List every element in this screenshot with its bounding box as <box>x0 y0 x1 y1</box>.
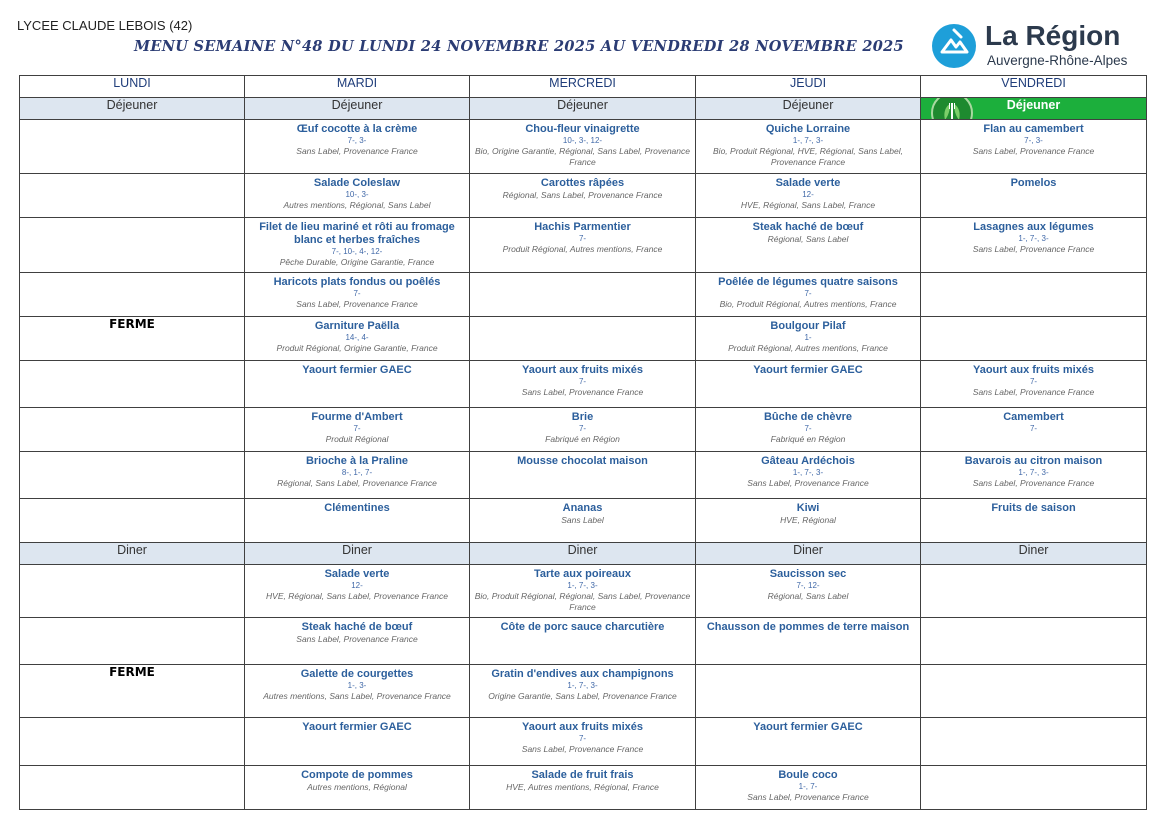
dish-name: Boule coco <box>778 769 838 781</box>
dejeuner-cell-mardi <box>245 174 470 218</box>
diner-cell-mardi <box>245 766 470 810</box>
meal-label: Déjeuner <box>331 98 383 112</box>
dejeuner-label-mercredi <box>470 98 696 120</box>
meal-label: Diner <box>117 543 147 557</box>
dish-name: Ananas <box>562 502 603 514</box>
allergen-codes: 7-, 3- <box>347 136 367 145</box>
quality-labels: Bio, Produit Régional, Régional, Sans Label, Provenance France <box>474 591 691 612</box>
dejeuner-cell-jeudi <box>696 120 921 174</box>
region-logo-mark <box>932 24 976 68</box>
quality-labels: Sans Label, Provenance France <box>747 478 869 488</box>
diner-cell-mardi <box>245 718 470 766</box>
dejeuner-cell-mardi <box>245 499 470 543</box>
dish-name: Kiwi <box>796 502 820 514</box>
allergen-codes: 7-, 10-, 4-, 12- <box>331 247 383 256</box>
dish-name: Yaourt fermier GAEC <box>753 721 863 733</box>
diner-cell-jeudi <box>696 665 921 718</box>
dejeuner-cell-mercredi <box>470 452 696 499</box>
dish-name: Steak haché de bœuf <box>752 221 864 233</box>
diner-label-lundi <box>20 543 245 565</box>
dejeuner-cell-jeudi <box>696 499 921 543</box>
meal-label: Déjeuner <box>1006 98 1061 112</box>
diner-cell-jeudi <box>696 618 921 665</box>
dejeuner-cell-mercredi <box>470 499 696 543</box>
meal-label: Diner <box>567 543 598 557</box>
allergen-codes: 7-, 12- <box>796 581 820 590</box>
diner-cell-vendredi <box>921 565 1147 618</box>
quality-labels: Produit Régional, Autres mentions, France <box>728 343 888 353</box>
dejeuner-cell-jeudi <box>696 174 921 218</box>
allergen-codes: 1-, 7-, 3- <box>792 468 824 477</box>
region-logo-subtitle: Auvergne-Rhône-Alpes <box>987 53 1128 68</box>
dejeuner-cell-lundi <box>20 361 245 408</box>
dish-name: Gratin d'endives aux champignons <box>491 668 674 680</box>
dejeuner-cell-vendredi <box>921 452 1147 499</box>
allergen-codes: 1-, 3- <box>347 681 367 690</box>
dish-name: Yaourt aux fruits mixés <box>521 721 644 733</box>
dejeuner-cell-jeudi <box>696 452 921 499</box>
dejeuner-cell-jeudi <box>696 408 921 452</box>
quality-labels: Régional, Sans Label, Provenance France <box>277 478 437 488</box>
dish-name: Yaourt fermier GAEC <box>302 364 412 376</box>
diner-cell-mardi <box>245 565 470 618</box>
dish-name: Carottes râpées <box>540 177 625 189</box>
dish-name: Compote de pommes <box>301 769 413 781</box>
dish-name: Flan au camembert <box>983 123 1084 135</box>
dish-name: Chausson de pommes de terre maison <box>706 621 910 633</box>
dejeuner-cell-jeudi <box>696 273 921 317</box>
diner-cell-mercredi <box>470 618 696 665</box>
allergen-codes: 7- <box>1029 377 1038 386</box>
school-name: LYCEE CLAUDE LEBOIS (42) <box>17 18 193 33</box>
meal-label: Déjeuner <box>782 98 834 112</box>
dish-name: Clémentines <box>324 502 390 514</box>
diner-cell-lundi <box>20 665 245 718</box>
diner-cell-mercredi <box>470 766 696 810</box>
diner-cell-lundi <box>20 766 245 810</box>
quality-labels: Sans Label, Provenance France <box>296 299 418 309</box>
allergen-codes: 10-, 3- <box>345 190 369 199</box>
dish-name: Salade verte <box>775 177 841 189</box>
dish-name: Yaourt fermier GAEC <box>302 721 412 733</box>
quality-labels: Sans Label <box>561 515 604 525</box>
dish-name: Boulgour Pilaf <box>770 320 846 332</box>
meal-label: Diner <box>342 543 372 557</box>
allergen-codes: 7- <box>578 424 587 433</box>
dejeuner-cell-vendredi <box>921 317 1147 361</box>
dejeuner-cell-vendredi <box>921 499 1147 543</box>
allergen-codes: 7-, 3- <box>1024 136 1043 145</box>
diner-cell-lundi <box>20 618 245 665</box>
diner-cell-vendredi <box>921 766 1147 810</box>
dish-name: Tarte aux poireaux <box>534 568 631 580</box>
diner-cell-jeudi <box>696 718 921 766</box>
quality-labels: Autres mentions, Régional, Sans Label <box>283 200 431 210</box>
diner-label-jeudi <box>696 543 921 565</box>
allergen-codes: 14-, 4- <box>345 333 369 342</box>
meal-label: Déjeuner <box>106 98 158 112</box>
diner-cell-mercredi <box>470 718 696 766</box>
dish-name: Poêlée de légumes quatre saisons <box>718 276 898 288</box>
day-header-vendredi: VENDREDI <box>921 76 1147 98</box>
dish-name: Œuf cocotte à la crème <box>296 123 418 135</box>
quality-labels: Sans Label, Provenance France <box>972 478 1095 488</box>
quality-labels: HVE, Régional, Sans Label, France <box>740 200 876 210</box>
dish-name: Lasagnes aux légumes <box>973 221 1094 233</box>
quality-labels: Bio, Origine Garantie, Régional, Sans Label, Provenance France <box>475 146 690 167</box>
quality-labels: Bio, Produit Régional, HVE, Régional, Sans Label, Provenance France <box>713 146 903 167</box>
dejeuner-cell-vendredi <box>921 174 1147 218</box>
allergen-codes: 1-, 7-, 3- <box>567 681 598 690</box>
allergen-codes: 1-, 7-, 3- <box>1018 234 1049 243</box>
diner-cell-lundi <box>20 565 245 618</box>
dejeuner-cell-lundi <box>20 408 245 452</box>
diner-cell-vendredi <box>921 618 1147 665</box>
region-logo-title: La Région <box>985 20 1121 51</box>
dejeuner-cell-mercredi <box>470 317 696 361</box>
allergen-codes: 1-, 7-, 3- <box>792 136 824 145</box>
allergen-codes: 1-, 7- <box>798 782 818 791</box>
quality-labels: Produit Régional, Autres mentions, France <box>502 244 663 254</box>
quality-labels: Régional, Sans Label <box>767 591 849 601</box>
dish-name: Galette de courgettes <box>300 668 414 680</box>
diner-cell-jeudi <box>696 766 921 810</box>
allergen-codes: 1-, 7-, 3- <box>1018 468 1049 477</box>
diner-cell-jeudi <box>696 565 921 618</box>
dish-name: Fruits de saison <box>991 502 1076 514</box>
meal-label: Diner <box>1018 543 1049 557</box>
allergen-codes: 7- <box>578 377 587 386</box>
quality-labels: Fabriqué en Région <box>545 434 620 444</box>
diner-label-mardi <box>245 543 470 565</box>
dish-name: Salade Coleslaw <box>313 177 401 189</box>
allergen-codes: 12- <box>802 190 814 199</box>
dejeuner-cell-vendredi <box>921 361 1147 408</box>
meal-label: Déjeuner <box>557 98 608 112</box>
quality-labels: Bio, Produit Régional, Autres mentions, France <box>719 299 897 309</box>
dejeuner-cell-mardi <box>245 120 470 174</box>
diner-cell-mercredi <box>470 565 696 618</box>
diner-label-mercredi <box>470 543 696 565</box>
quality-labels: Origine Garantie, Sans Label, Provenance France <box>488 691 677 701</box>
dish-name: Chou-fleur vinaigrette <box>525 123 640 135</box>
weekly-menu-table <box>19 75 1147 810</box>
menu-title: MENU SEMAINE N°48 DU LUNDI 24 NOVEMBRE 2025 AU VENDREDI 28 NOVEMBRE 2025 <box>134 38 904 55</box>
region-logo <box>930 20 1145 72</box>
allergen-codes: 7- <box>1029 424 1038 433</box>
dejeuner-cell-mercredi <box>470 174 696 218</box>
dish-name: Pomelos <box>1010 177 1057 189</box>
dejeuner-cell-lundi <box>20 499 245 543</box>
dish-name: Côte de porc sauce charcutière <box>500 621 665 633</box>
dish-name: Brioche à la Praline <box>305 455 409 467</box>
quality-labels: Produit Régional, Origine Garantie, France <box>276 343 438 353</box>
dish-name: Steak haché de bœuf <box>301 621 413 633</box>
quality-labels: Sans Label, Provenance France <box>521 387 644 397</box>
dejeuner-cell-mardi <box>245 317 470 361</box>
dejeuner-label-lundi <box>20 98 245 120</box>
dejeuner-cell-lundi <box>20 120 245 174</box>
dejeuner-cell-mercredi <box>470 273 696 317</box>
dish-name: Gâteau Ardéchois <box>761 455 855 467</box>
allergen-codes: 7- <box>353 289 361 298</box>
dish-name: Yaourt fermier GAEC <box>753 364 863 376</box>
allergen-codes: 7- <box>578 734 587 743</box>
dish-name: Salade verte <box>324 568 390 580</box>
dejeuner-label-vendredi <box>921 98 1147 120</box>
diner-cell-vendredi <box>921 665 1147 718</box>
diner-cell-mardi <box>245 665 470 718</box>
quality-labels: HVE, Autres mentions, Régional, France <box>506 782 659 792</box>
day-header-mercredi: MERCREDI <box>470 76 696 98</box>
diner-cell-vendredi <box>921 718 1147 766</box>
dish-name: Filet de lieu mariné et rôti au fromage blanc et herbes fraîches <box>259 221 455 246</box>
quality-labels: Autres mentions, Régional <box>307 782 407 792</box>
allergen-codes: 1- <box>804 333 812 342</box>
diner-cell-mardi <box>245 618 470 665</box>
diner-label-vendredi <box>921 543 1147 565</box>
allergen-codes: 10-, 3-, 12- <box>562 136 603 145</box>
dish-name: Camembert <box>1003 411 1064 423</box>
quality-labels: Régional, Sans Label <box>767 234 849 244</box>
dejeuner-cell-mardi <box>245 273 470 317</box>
allergen-codes: 12- <box>351 581 363 590</box>
quality-labels: Régional, Sans Label, Provenance France <box>502 190 663 200</box>
dish-name: Salade de fruit frais <box>531 769 634 781</box>
dejeuner-cell-vendredi <box>921 273 1147 317</box>
dish-name: Garniture Paëlla <box>314 320 400 332</box>
dejeuner-label-mardi <box>245 98 470 120</box>
quality-labels: Sans Label, Provenance France <box>296 634 418 644</box>
dish-name: Yaourt aux fruits mixés <box>972 364 1095 376</box>
dejeuner-cell-vendredi <box>921 218 1147 273</box>
dejeuner-cell-lundi <box>20 317 245 361</box>
dejeuner-cell-mercredi <box>470 408 696 452</box>
dejeuner-label-jeudi <box>696 98 921 120</box>
allergen-codes: 7- <box>578 234 587 243</box>
dish-name: Bûche de chèvre <box>763 411 853 423</box>
meal-label: Diner <box>793 543 823 557</box>
dish-name: Bavarois au citron maison <box>964 455 1103 467</box>
dish-name: Yaourt aux fruits mixés <box>521 364 644 376</box>
diner-cell-mercredi <box>470 665 696 718</box>
dish-name: Saucisson sec <box>769 568 847 580</box>
day-header-mardi: MARDI <box>245 76 470 98</box>
dejeuner-cell-mercredi <box>470 218 696 273</box>
allergen-codes: 7- <box>804 289 812 298</box>
allergen-codes: 7- <box>804 424 812 433</box>
quality-labels: Autres mentions, Sans Label, Provenance France <box>263 691 451 701</box>
dejeuner-cell-vendredi <box>921 120 1147 174</box>
dejeuner-cell-lundi <box>20 452 245 499</box>
dejeuner-cell-vendredi <box>921 408 1147 452</box>
quality-labels: Sans Label, Provenance France <box>972 244 1095 254</box>
dejeuner-cell-mardi <box>245 452 470 499</box>
quality-labels: Fabriqué en Région <box>770 434 846 444</box>
dejeuner-cell-mardi <box>245 408 470 452</box>
day-header-jeudi: JEUDI <box>696 76 921 98</box>
quality-labels: HVE, Régional <box>780 515 836 525</box>
dejeuner-cell-mercredi <box>470 120 696 174</box>
leaf-fork-icon <box>931 98 973 120</box>
dejeuner-cell-mardi <box>245 361 470 408</box>
allergen-codes: 1-, 7-, 3- <box>567 581 598 590</box>
dejeuner-cell-lundi <box>20 273 245 317</box>
day-header-lundi: LUNDI <box>20 76 245 98</box>
dejeuner-cell-jeudi <box>696 218 921 273</box>
dish-name: Quiche Lorraine <box>765 123 851 135</box>
quality-labels: Sans Label, Provenance France <box>972 387 1095 397</box>
allergen-codes: 7- <box>353 424 361 433</box>
quality-labels: Sans Label, Provenance France <box>747 792 869 802</box>
quality-labels: Sans Label, Provenance France <box>972 146 1095 156</box>
dish-name: Brie <box>571 411 594 423</box>
dejeuner-cell-lundi <box>20 218 245 273</box>
dejeuner-cell-jeudi <box>696 361 921 408</box>
quality-labels: Sans Label, Provenance France <box>296 146 418 156</box>
dish-name: Mousse chocolat maison <box>517 455 648 467</box>
dejeuner-cell-mercredi <box>470 361 696 408</box>
closed-status: FERME <box>109 317 155 331</box>
dejeuner-cell-jeudi <box>696 317 921 361</box>
quality-labels: Sans Label, Provenance France <box>521 744 644 754</box>
quality-labels: Pêche Durable, Origine Garantie, France <box>279 257 435 267</box>
dejeuner-cell-mardi <box>245 218 470 273</box>
dejeuner-cell-lundi <box>20 174 245 218</box>
quality-labels: Produit Régional <box>325 434 389 444</box>
dish-name: Haricots plats fondus ou poêlés <box>273 276 441 288</box>
closed-status: FERME <box>109 665 155 679</box>
quality-labels: HVE, Régional, Sans Label, Provenance France <box>266 591 448 601</box>
dish-name: Hachis Parmentier <box>534 221 631 233</box>
diner-cell-lundi <box>20 718 245 766</box>
allergen-codes: 8-, 1-, 7- <box>341 468 373 477</box>
dish-name: Fourme d'Ambert <box>311 411 403 423</box>
